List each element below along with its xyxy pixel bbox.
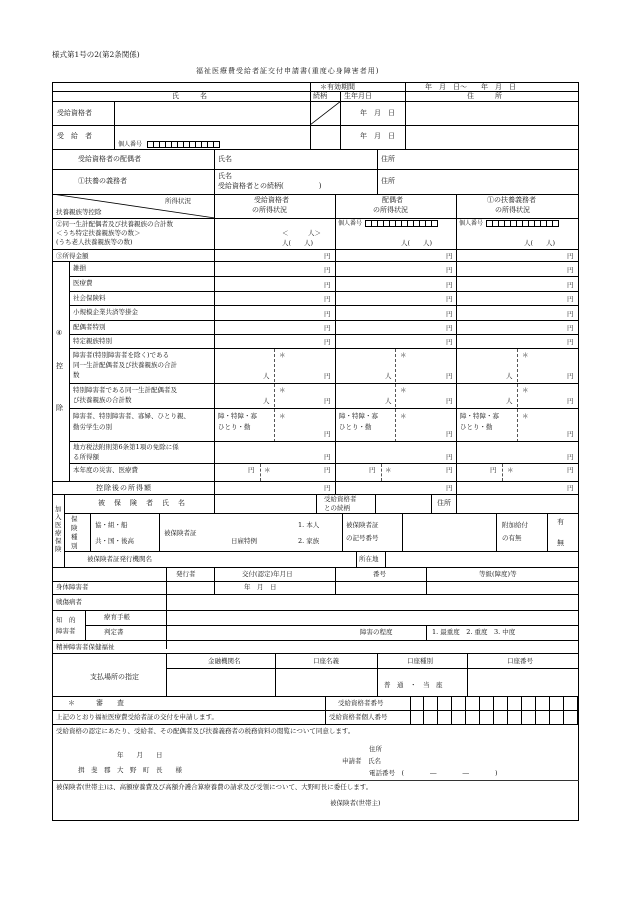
dis-opt-o2: ひとり・勤 — [460, 423, 493, 431]
exam-label: ＊ 審 査 — [68, 699, 124, 707]
yen: 円 — [324, 338, 331, 346]
intel-b: 障害者 — [56, 627, 76, 635]
yen: 円 — [446, 266, 453, 274]
ins-relation-a: 受給資格者 — [324, 495, 357, 503]
dis2-line2: び扶養親族の合計数 — [73, 396, 132, 404]
person: 人 — [385, 372, 392, 380]
deduct-item-6: 特定親族特別 — [73, 337, 112, 345]
applicant-address[interactable]: 住所 — [369, 745, 382, 753]
star: ＊ — [385, 466, 392, 474]
physical-date: 年 月 日 — [244, 583, 277, 591]
qualified-label: 受給資格者 — [57, 109, 92, 117]
yen: 円 — [567, 310, 574, 318]
yen: 円 — [446, 338, 453, 346]
obligor-name: 氏名 — [218, 172, 232, 180]
total-income: ③所得金額 — [56, 252, 89, 260]
dis3-line2: 勤労学生の別 — [73, 423, 112, 431]
col-qualified-b: の所得状況 — [252, 206, 287, 214]
ins-self: 1. 本人 — [298, 521, 320, 529]
extra-no[interactable]: 無 — [557, 539, 564, 547]
yen: 円 — [446, 484, 453, 492]
yen: 円 — [324, 397, 331, 405]
dis-opt-q1: 障・特障・寡 — [218, 412, 257, 420]
kind-opt2: 共・国・後高 — [95, 537, 134, 545]
kind-opt1: 協・組・船 — [95, 521, 128, 529]
yen: 円 — [567, 295, 574, 303]
account-type-options[interactable]: 普 通 ・ 当 座 — [384, 681, 443, 689]
yen: 円 — [324, 430, 331, 438]
yen: 円 — [567, 466, 574, 474]
dis1-line1: 障害者(特別障害者を除く)である — [73, 351, 170, 359]
dis-opt-s2: ひとり・勤 — [339, 423, 372, 431]
ins-address: 住所 — [437, 499, 451, 507]
yen: 円 — [446, 310, 453, 318]
col-spouse-b: の所得状況 — [373, 206, 408, 214]
tax-line1: 地方税法附則第6条第1項の免除に係 — [73, 443, 179, 451]
qualified-no-cells[interactable] — [410, 696, 579, 710]
col-obligor-b: の所得状況 — [495, 206, 530, 214]
personal-no-cells[interactable] — [410, 710, 579, 724]
star: ＊ — [507, 466, 514, 474]
dis3-line1: 障害者、特別障害者、寡婦、ひとり親、 — [73, 412, 190, 420]
dep-line2: ＜うち特定扶養親族等の数＞ — [56, 229, 141, 237]
dis2-line1: 特別障害者である同一生計配偶者及 — [73, 386, 177, 394]
star: ＊ — [264, 466, 271, 474]
relation-diagonal — [310, 101, 341, 125]
personal-no-label: 個人番号 — [118, 141, 143, 148]
dis1-line2: 同一生計配偶者及び扶養親族の合計 — [73, 361, 177, 369]
ins-family: 2. 家族 — [298, 537, 320, 545]
ins-relation-b: との続柄 — [324, 504, 350, 512]
yen: 円 — [324, 266, 331, 274]
validity-period: 年 月 日〜 年 月 日 — [425, 83, 516, 91]
ins-elderly: 日雇特例 — [231, 537, 257, 545]
obligor-address: 住所 — [381, 177, 395, 185]
personal-no-boxes[interactable] — [147, 141, 219, 148]
col-name: 氏 名 — [172, 92, 207, 100]
spouse-name: 氏名 — [218, 155, 232, 163]
yen: 円 — [446, 295, 453, 303]
spouse-label: 受給資格者の配偶者 — [78, 155, 141, 163]
account-holder: 口座名義 — [313, 657, 339, 665]
yen: 円 — [567, 324, 574, 332]
yen: 円 — [490, 466, 497, 474]
yen: 円 — [324, 466, 331, 474]
issuer-location: 所在地 — [359, 555, 379, 563]
spouse-no-boxes[interactable] — [365, 220, 437, 227]
mental: 精神障害者保健福祉 — [56, 643, 115, 651]
yen: 円 — [324, 453, 331, 461]
obligor-relation: 受給資格者との続柄( ) — [218, 182, 322, 190]
form-number: 様式第1号の2(第2条関係) — [52, 50, 140, 59]
dep-q-special: ＜ 人＞ — [282, 229, 321, 237]
war: 戦傷病者 — [56, 598, 82, 606]
yen: 円 — [446, 430, 453, 438]
yen: 円 — [567, 484, 574, 492]
yen: 円 — [446, 453, 453, 461]
col-birth: 生年月日 — [344, 92, 372, 100]
yen: 円 — [567, 266, 574, 274]
insured-name: 被 保 険 者 氏 名 — [98, 499, 186, 507]
col-grade: 等級(障度)等 — [479, 570, 517, 578]
intel-a: 知 的 — [56, 616, 76, 624]
disaster: 本年度の災害、医療費 — [73, 466, 138, 474]
yen: 円 — [567, 453, 574, 461]
recipient-birth: 年 月 日 — [360, 132, 395, 140]
spouse-address: 住所 — [381, 155, 395, 163]
col-issuer: 発行者 — [176, 570, 196, 578]
applicant-phone[interactable]: 電話番号 ( ― ― ) — [369, 769, 498, 777]
yen: 円 — [446, 397, 453, 405]
ins-side-1: 加 — [55, 505, 62, 513]
yen: 円 — [567, 338, 574, 346]
yen: 円 — [324, 484, 331, 492]
col-relation: 続柄 — [313, 92, 327, 100]
judge: 判定書 — [104, 628, 124, 636]
apply-date[interactable]: 年 月 日 — [117, 751, 163, 759]
yen: 円 — [446, 466, 453, 474]
ins-side-5: 保 — [55, 537, 62, 545]
star: ＊ — [522, 351, 529, 359]
kind-c: 種 — [71, 533, 78, 541]
yen: 円 — [324, 372, 331, 380]
tax-line2: る所得額 — [73, 453, 99, 461]
col-date: 交付(認定)年月日 — [242, 570, 293, 578]
deduct-side-1: ④ — [56, 329, 63, 337]
col-spouse: 配偶者 — [382, 196, 403, 204]
dep-q-elderly: 人( 人) — [282, 239, 314, 247]
page-title: 福祉医療費受給者証交付申請書(重度心身障害者用) — [196, 67, 380, 75]
yen: 円 — [446, 281, 453, 289]
card-no-a: 被保険者証 — [346, 521, 379, 529]
star: ＊ — [279, 351, 286, 359]
yen: 円 — [248, 466, 255, 474]
qualified-personal-no: 受給資格者個人番号 — [329, 713, 388, 721]
person: 人 — [263, 397, 270, 405]
yen: 円 — [567, 281, 574, 289]
extra-yes[interactable]: 有 — [557, 518, 564, 526]
qualified-birth: 年 月 日 — [360, 109, 395, 117]
deduct-side-2: 控 — [56, 362, 63, 370]
validity-label: ＊有効期間 — [320, 83, 355, 91]
dep-s-elderly: 人( 人) — [401, 239, 433, 247]
extra-a: 附加給付 — [502, 521, 528, 529]
physical: 身体障害者 — [56, 583, 89, 591]
star: ＊ — [522, 386, 529, 394]
col-address: 住 所 — [467, 92, 502, 100]
yen: 円 — [567, 430, 574, 438]
degree-options: 1. 最重度 2. 重度 3. 中度 — [432, 628, 516, 636]
yen: 円 — [567, 372, 574, 380]
spouse-no-label: 個人番号 — [338, 220, 363, 227]
corner-top: 所得状況 — [165, 197, 191, 205]
col-obligor: ①の扶養義務者 — [487, 196, 536, 204]
person: 人 — [263, 372, 270, 380]
dep-line1: ②同一生計配偶者及び扶養親族の合計数 — [56, 220, 173, 228]
person: 人 — [385, 397, 392, 405]
payment-label: 支払場所の指定 — [90, 673, 139, 681]
mayor-address: 揖 斐 郡 大 野 町 長 様 — [78, 766, 182, 774]
dis-opt-q2: ひとり・勤 — [218, 423, 251, 431]
obligor-label: ①扶養の義務者 — [78, 177, 127, 185]
star: ＊ — [400, 386, 407, 394]
col-qualified: 受給資格者 — [254, 196, 289, 204]
deduct-item-2: 医療費 — [73, 279, 93, 287]
corner-bottom: 扶養親族等控除 — [56, 208, 102, 216]
bank-name: 金融機関名 — [208, 657, 241, 665]
kind-a: 保 — [71, 515, 78, 523]
delegate-statement: 被保険者(世帯主)は、高額療養費及び高額介護合算療養費の請求及び受領について、大野町長に委任します。 — [56, 783, 373, 791]
kind-b: 険 — [71, 524, 78, 532]
deduct-item-1: 雑損 — [73, 264, 86, 272]
applicant-name[interactable]: 申請者 氏名 — [342, 757, 381, 765]
star: ＊ — [400, 351, 407, 359]
star: ＊ — [279, 386, 286, 394]
account-type: 口座種別 — [407, 657, 433, 665]
ins-side-2: 入 — [55, 513, 62, 521]
yen: 円 — [324, 324, 331, 332]
dis-opt-s1: 障・特障・寡 — [339, 412, 378, 420]
obligor-no-boxes[interactable] — [486, 220, 558, 227]
deduct-item-5: 配偶者特別 — [73, 323, 106, 331]
qualified-no: 受給資格者番号 — [338, 699, 384, 707]
yen: 円 — [324, 310, 331, 318]
dis-opt-o1: 障・特障・寡 — [460, 412, 499, 420]
consent-statement: 受給資格の認定にあたり、受給者、その配偶者及び扶養義務者の税務資料の閲覧について同意します。 — [56, 727, 355, 735]
star: ＊ — [522, 412, 529, 420]
deduct-item-3: 社会保険料 — [73, 294, 106, 302]
deduct-item-4: 小規模企業共済等掛金 — [73, 308, 138, 316]
yen: 円 — [567, 397, 574, 405]
star: ＊ — [400, 412, 407, 420]
yen: 円 — [369, 466, 376, 474]
recipient-label: 受 給 者 — [57, 132, 92, 140]
insured-head[interactable]: 被保険者(世帯主) — [330, 799, 381, 807]
issuer: 被保険者証発行機関名 — [87, 555, 152, 563]
yen: 円 — [446, 372, 453, 380]
yen: 円 — [324, 295, 331, 303]
yen: 円 — [446, 324, 453, 332]
dep-line3: (うち老人扶養親族等の数) — [56, 238, 133, 246]
ins-side-6: 険 — [55, 545, 62, 553]
yen: 円 — [324, 252, 331, 260]
obligor-no-label: 個人番号 — [459, 220, 484, 227]
kind-d: 別 — [71, 542, 78, 550]
person: 人 — [506, 372, 513, 380]
yen: 円 — [567, 252, 574, 260]
after-deduct: 控除後の所得額 — [96, 484, 152, 492]
col-no: 番号 — [373, 570, 386, 578]
ins-card: 被保険者証 — [164, 529, 197, 537]
degree: 障害の程度 — [360, 628, 393, 636]
deduct-side-3: 除 — [56, 404, 63, 412]
handbook: 療育手帳 — [104, 613, 130, 621]
dis1-line3: 数 — [73, 371, 80, 379]
yen: 円 — [446, 252, 453, 260]
extra-b: の有無 — [502, 534, 522, 542]
dep-o-elderly: 人( 人) — [524, 239, 556, 247]
ins-side-3: 医 — [55, 521, 62, 529]
account-number: 口座番号 — [507, 657, 533, 665]
card-no-b: の記号番号 — [346, 534, 379, 542]
star: ＊ — [279, 412, 286, 420]
yen: 円 — [324, 281, 331, 289]
apply-statement: 上記のとおり福祉医療費受給者証の交付を申請します。 — [56, 713, 218, 721]
person: 人 — [506, 397, 513, 405]
ins-side-4: 療 — [55, 529, 62, 537]
